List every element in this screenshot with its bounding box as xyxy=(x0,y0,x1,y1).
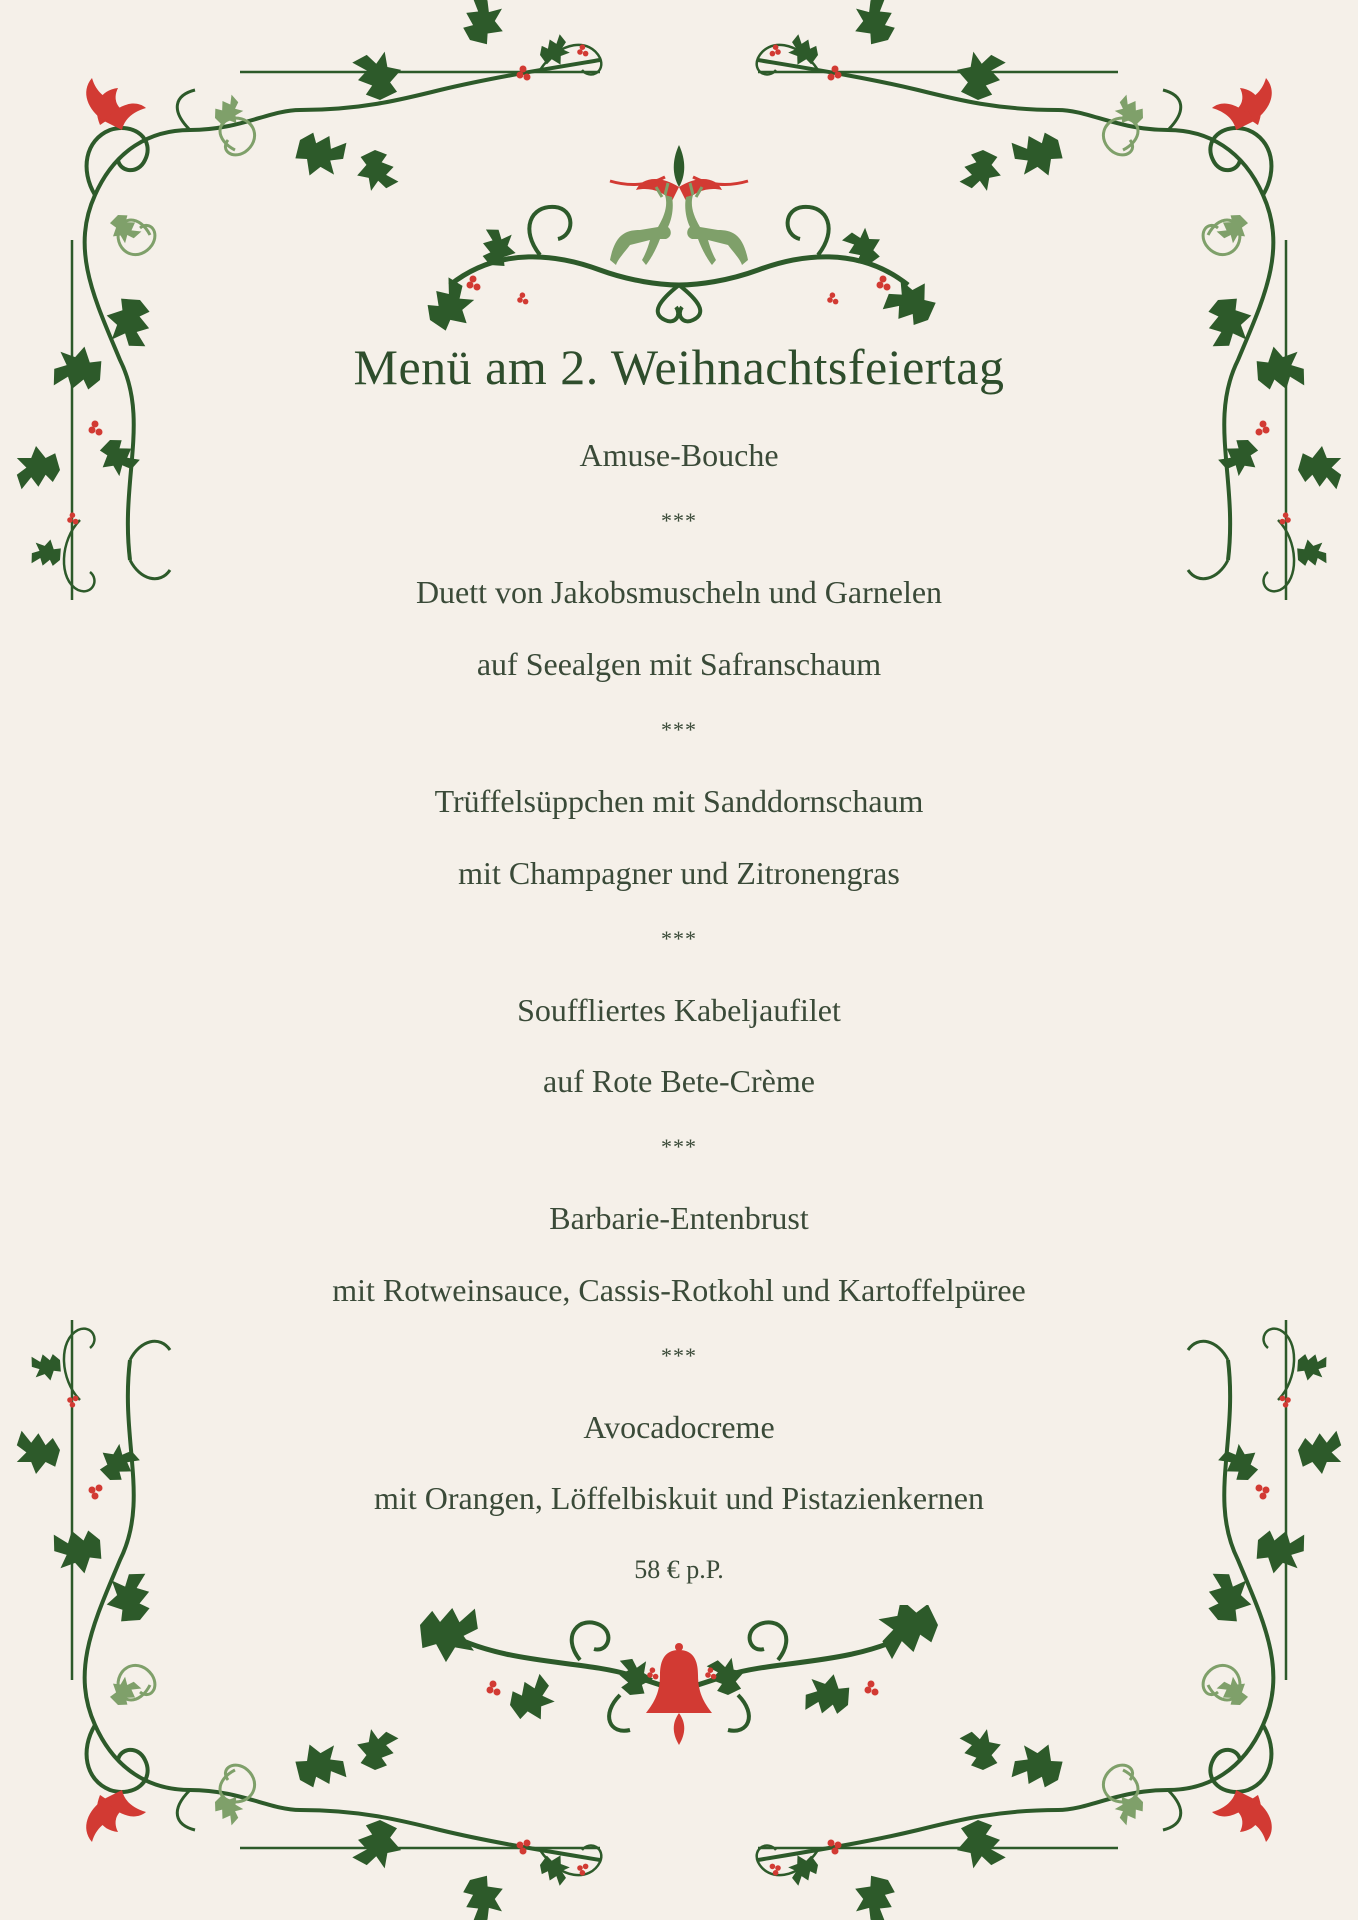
separator: *** xyxy=(661,508,697,533)
course5-line2: mit Orangen, Löffelbiskuit und Pistazienkernen xyxy=(374,1480,984,1516)
course3-line1: Souffliertes Kabeljaufilet xyxy=(517,992,841,1028)
separator: *** xyxy=(661,717,697,742)
price: 58 € p.P. xyxy=(634,1555,724,1584)
separator: *** xyxy=(661,1134,697,1159)
course2-line1: Trüffelsüppchen mit Sanddornschaum xyxy=(434,783,924,819)
bell-ornament-icon xyxy=(420,1605,938,1755)
separator: *** xyxy=(661,926,697,951)
course1-line1: Duett von Jakobsmuscheln und Garnelen xyxy=(415,574,943,610)
course4-line1: Barbarie-Entenbrust xyxy=(549,1200,809,1236)
course5-line1: Avocadocreme xyxy=(583,1409,775,1445)
amuse-bouche: Amuse-Bouche xyxy=(579,437,779,473)
course2-line2: mit Champagner und Zitronengras xyxy=(458,855,900,891)
reindeer-ornament-icon xyxy=(410,135,948,335)
course3-line2: auf Rote Bete-Crème xyxy=(543,1063,815,1099)
course1-line2: auf Seealgen mit Safranschaum xyxy=(476,646,882,682)
separator: *** xyxy=(661,1343,697,1368)
course4-line2: mit Rotweinsauce, Cassis-Rotkohl und Kartoffelpüree xyxy=(332,1272,1026,1308)
menu-title: Menü am 2. Weihnachtsfeiertag xyxy=(353,339,1005,395)
